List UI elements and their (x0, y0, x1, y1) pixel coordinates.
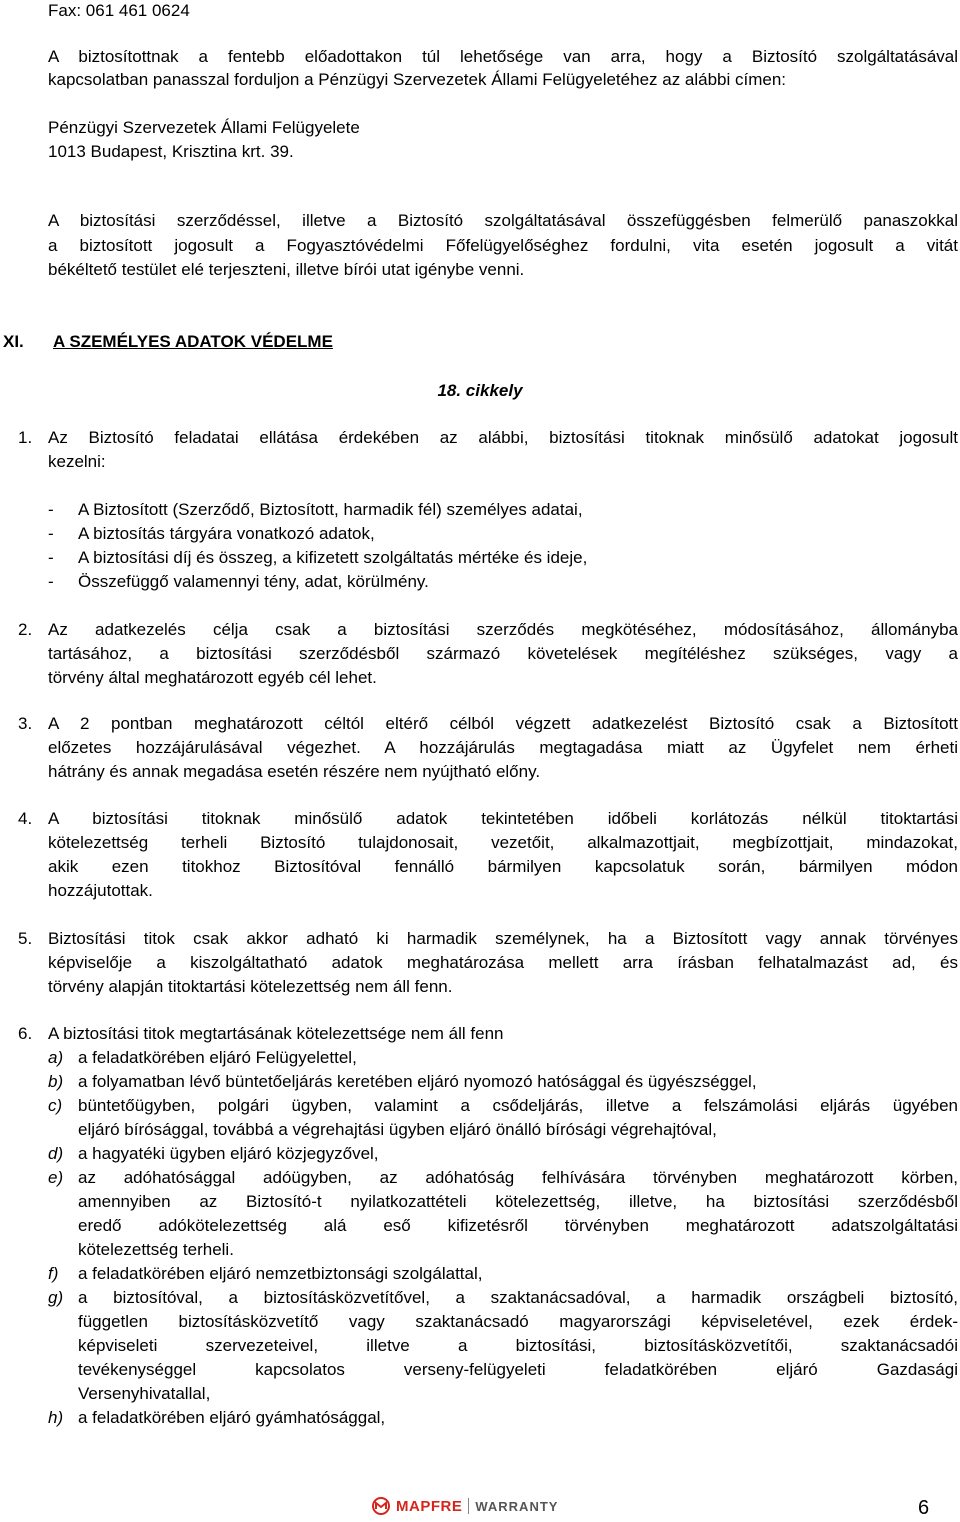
paragraph-6-line-1: A biztosítási titok megtartásának kötelezettsége nem áll fenn (48, 1024, 504, 1043)
org-name: Pénzügyi Szervezetek Állami Felügyelete (48, 118, 360, 137)
article-heading: 18. cikkely (437, 381, 523, 400)
item-g-line-5: Versenyhivatallal, (78, 1384, 211, 1403)
paragraph-3-line-1: A 2 pontban meghatározott céltól eltérő célból végzett adatkezelést Biztosító csak a Biztosított (48, 714, 958, 733)
paragraph-2-line-3: törvény által meghatározott egyéb cél lehet. (48, 668, 377, 687)
paragraph-4-line-3: akik ezen titokhoz Biztosítóval fennálló bármilyen kapcsolatuk során, bármilyen módon (48, 857, 958, 876)
complaint-line-2: a biztosított jogosult a Fogyasztóvédelmi Főfelügyelőséghez fordulni, vita esetén jogosult a vitát (48, 236, 958, 255)
paragraph-6-number: 6. (18, 1024, 33, 1043)
paragraph-1-number: 1. (18, 428, 33, 447)
paragraph-1-line-1: Az Biztosító feladatai ellátása érdekében az alábbi, biztosítási titoknak minősülő adatokat jogosult (48, 428, 958, 447)
paragraph-5-line-3: törvény alapján titoktartási kötelezettség nem áll fenn. (48, 977, 453, 996)
paragraph-2-number: 2. (18, 620, 33, 639)
list-item: A biztosítási díj és összeg, a kifizetett szolgáltatás mértéke és ideje, (78, 548, 588, 567)
logo-brand-text: MAPFRE (396, 1497, 463, 1515)
paragraph-4-line-4: hozzájutottak. (48, 881, 153, 900)
logo-divider (468, 1498, 469, 1514)
org-address: 1013 Budapest, Krisztina krt. 39. (48, 142, 294, 161)
page-number: 6 (918, 1497, 930, 1519)
paragraph-2-line-2: tartásához, a biztosítási szerződésből származó követelések megítéléshez szükséges, vagy a (48, 644, 958, 663)
item-f-line-1: a feladatkörében eljáró nemzetbiztonsági szolgálattal, (78, 1264, 483, 1283)
paragraph-5-number: 5. (18, 929, 33, 948)
item-e-line-1: az adóhatósággal adóügyben, az adóhatóság felhívására törvényben meghatározott körben, (78, 1168, 958, 1187)
item-e-line-2: amennyiben az Biztosító-t nyilatkozattételi kötelezettség, illetve, ha biztosítási szerződésből (78, 1192, 958, 1211)
complaint-line-1: A biztosítási szerződéssel, illetve a Biztosító szolgáltatásával összefüggésben felmerülő panaszokkal (48, 211, 958, 230)
paragraph-2-line-1: Az adatkezelés célja csak a biztosítási szerződés megkötéséhez, módosításához, állományba (48, 620, 958, 639)
logo-subtext: WARRANTY (475, 1498, 559, 1514)
item-label-b: b) (48, 1072, 64, 1091)
list-item: A Biztosított (Szerződő, Biztosított, harmadik fél) személyes adatai, (78, 500, 583, 519)
item-g-line-4: tevékenységgel kapcsolatos verseny-felügyeleti feladatkörében eljáró Gazdasági (78, 1360, 958, 1379)
item-label-f: f) (48, 1264, 59, 1283)
fax-line: Fax: 061 461 0624 (48, 1, 190, 20)
list-item: A biztosítás tárgyára vonatkozó adatok, (78, 524, 375, 543)
item-h-line-1: a feladatkörében eljáró gyámhatósággal, (78, 1408, 386, 1427)
item-e-line-4: kötelezettség terheli. (78, 1240, 234, 1259)
complaint-line-3: békéltető testület elé terjeszteni, illetve bírói utat igénybe venni. (48, 260, 525, 279)
paragraph-1-line-2: kezelni: (48, 452, 106, 471)
list-dash: - (48, 572, 54, 591)
item-label-g: g) (48, 1288, 64, 1307)
paragraph-5-line-2: képviselője a kiszolgáltatható adatok meghatározása mellett arra írásban felhatalmazást ad, és (48, 953, 958, 972)
item-label-h: h) (48, 1408, 64, 1427)
item-g-line-1: a biztosítóval, a biztosításközvetítővel, a szaktanácsadóval, a harmadik országbeli biztosító, (78, 1288, 958, 1307)
section-number: XI. (3, 332, 24, 351)
item-label-e: e) (48, 1168, 64, 1187)
list-dash: - (48, 524, 54, 543)
item-b-line-1: a folyamatban lévő büntetőeljárás keretében eljáró nyomozó hatósággal és ügyészséggel, (78, 1072, 757, 1091)
paragraph-4-line-2: kötelezettség terheli Biztosító tulajdonosait, vezetőit, alkalmazottjait, megbízottjait, mindazokat, (48, 833, 958, 852)
mapfre-logo (372, 1497, 558, 1515)
paragraph-5-line-1: Biztosítási titok csak akkor adható ki harmadik személynek, ha a Biztosított vagy annak törvényes (48, 929, 958, 948)
paragraph-3-line-2: előzetes hozzájárulásával végezhet. A hozzájárulás megtagadása miatt az Ügyfelet nem érheti (48, 738, 958, 757)
item-e-line-3: eredő adókötelezettség alá eső kifizetésről törvényben meghatározott adatszolgáltatási (78, 1216, 958, 1235)
paragraph-4-number: 4. (18, 809, 33, 828)
item-a-line-1: a feladatkörében eljáró Felügyelettel, (78, 1048, 357, 1067)
item-label-a: a) (48, 1048, 64, 1067)
intro-line-1: A biztosítottnak a fentebb előadottakon túl lehetősége van arra, hogy a Biztosító szolgáltatásával (48, 47, 958, 66)
item-label-d: d) (48, 1144, 64, 1163)
intro-line-2: kapcsolatban panasszal forduljon a Pénzügyi Szervezetek Állami Felügyeletéhez az alábbi címen: (48, 70, 787, 89)
paragraph-4-line-1: A biztosítási titoknak minősülő adatok tekintetében időbeli korlátozás nélkül titoktartási (48, 809, 958, 828)
mapfre-emblem-icon (372, 1497, 390, 1515)
item-c-line-1: büntetőügyben, polgári ügyben, valamint a csődeljárás, illetve a felszámolási eljárás ügyében (78, 1096, 958, 1115)
list-dash: - (48, 548, 54, 567)
list-item: Összefüggő valamennyi tény, adat, körülmény. (78, 572, 429, 591)
item-label-c: c) (48, 1096, 63, 1115)
list-dash: - (48, 500, 54, 519)
section-title: A SZEMÉLYES ADATOK VÉDELME (53, 332, 333, 351)
item-g-line-3: képviseleti szervezeteivel, illetve a biztosítási, biztosításközvetítői, szaktanácsadói (78, 1336, 958, 1355)
item-g-line-2: független biztosításközvetítő vagy szaktanácsadó magyarországi képviseletével, ezek érdek- (78, 1312, 958, 1331)
item-c-line-2: eljáró bírósággal, továbbá a végrehajtási ügyben eljáró önálló bírósági végrehajtóval, (78, 1120, 717, 1139)
paragraph-3-number: 3. (18, 714, 33, 733)
item-d-line-1: a hagyatéki ügyben eljáró közjegyzővel, (78, 1144, 379, 1163)
paragraph-3-line-3: hátrány és annak megadása esetén részére nem nyújtható előny. (48, 762, 541, 781)
